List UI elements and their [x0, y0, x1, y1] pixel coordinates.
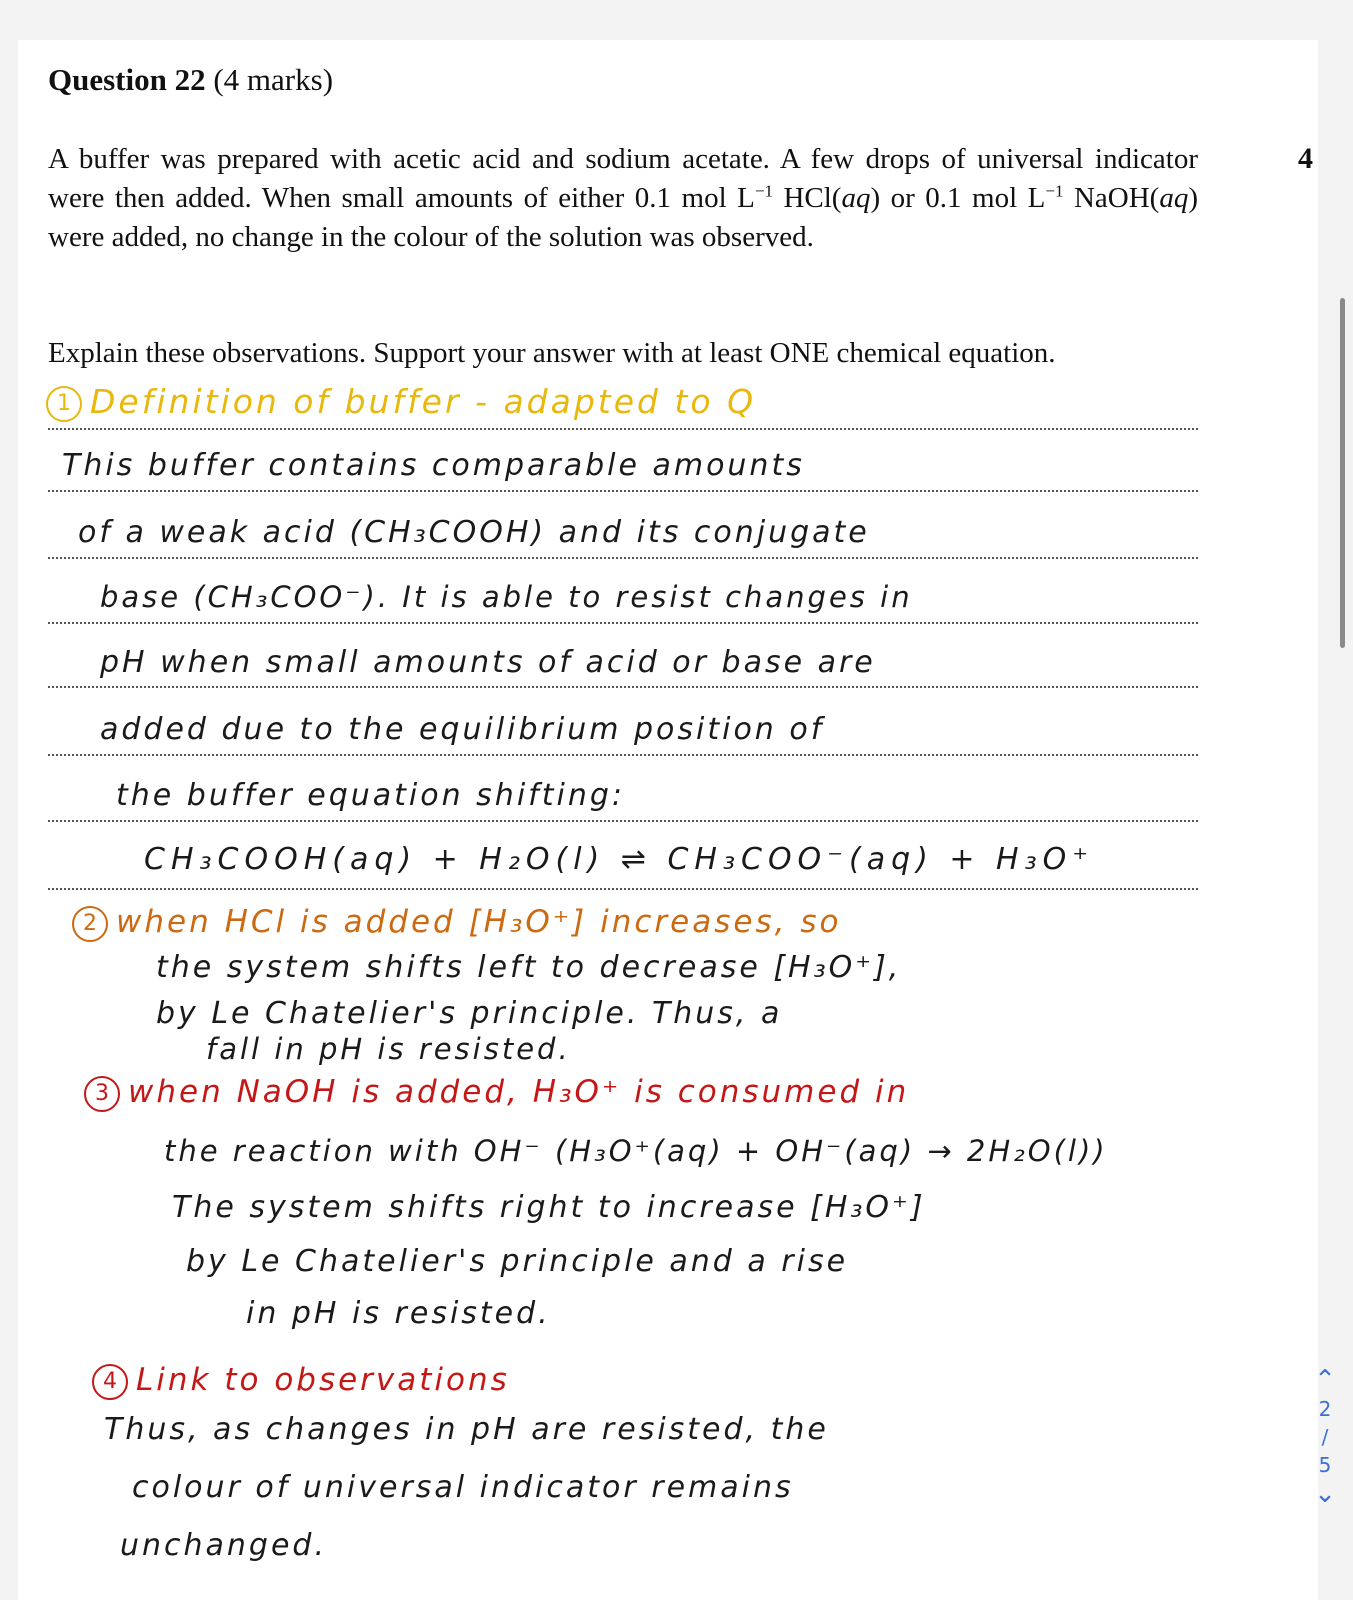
stem-part: HCl( [772, 182, 842, 214]
section-4-line: unchanged. [120, 1528, 328, 1563]
stem-part: ) were added, no change in the colour of the solution was observed. [48, 182, 1198, 253]
section-2-line: fall in pH is resisted. [206, 1032, 571, 1066]
answer-line [48, 820, 1198, 822]
side-marks: 4 [1298, 142, 1313, 175]
section-2-text: when HCl is added [H₃O⁺] increases, so [116, 904, 842, 940]
stem-part: NaOH( [1063, 182, 1160, 214]
stem-part: ) or 0.1 mol L [870, 182, 1046, 214]
answer-line [48, 490, 1198, 492]
question-marks: (4 marks) [213, 62, 334, 97]
answer-line-text: base (CH₃COO⁻). It is able to resist changes in [100, 580, 913, 614]
section-3-number: 3 [84, 1076, 120, 1112]
question-prompt: Explain these observations. Support your answer with at least ONE chemical equation. [48, 337, 1056, 369]
scrollbar[interactable] [1340, 298, 1345, 648]
answer-line-text: the buffer equation shifting: [116, 778, 625, 813]
chevron-down-icon[interactable]: ⌄ [1314, 1479, 1336, 1509]
section-1-heading-text: Definition of buffer - adapted to Q [90, 382, 757, 421]
answer-line-text: added due to the equilibrium position of [100, 712, 825, 747]
stem-aq: aq [1159, 182, 1189, 214]
answer-line [48, 754, 1198, 756]
answer-line-text: This buffer contains comparable amounts [62, 448, 805, 483]
section-2-line: by Le Chatelier's principle. Thus, a [156, 996, 783, 1031]
section-4-heading-text: Link to observations [136, 1362, 510, 1398]
section-3-line: in pH is resisted. [246, 1296, 551, 1331]
current-page: 2 [1318, 1397, 1332, 1421]
section-3-text: when NaOH is added, H₃O⁺ is consumed in [128, 1074, 910, 1110]
section-4-number: 4 [92, 1364, 128, 1400]
question-stem [48, 140, 1198, 257]
stem-exponent: −1 [754, 181, 773, 201]
section-3-line: by Le Chatelier's principle and a rise [186, 1244, 849, 1279]
buffer-equation: CH₃COOH(aq) + H₂O(l) ⇌ CH₃COO⁻(aq) + H₃O⁺ [144, 842, 1095, 877]
section-1-heading [46, 382, 756, 422]
section-4-line: Thus, as changes in pH are resisted, the [104, 1412, 829, 1447]
section-4-heading [92, 1362, 510, 1400]
answer-line [48, 557, 1198, 559]
answer-line-text: of a weak acid (CH₃COOH) and its conjugate [78, 515, 870, 550]
answer-line [48, 622, 1198, 624]
total-pages: 5 [1318, 1453, 1332, 1477]
answer-line [48, 686, 1198, 688]
chevron-up-icon[interactable]: ⌃ [1314, 1365, 1336, 1395]
section-3-line [84, 1074, 909, 1112]
answer-line [48, 888, 1198, 890]
question-title [48, 62, 333, 98]
section-2-number: 2 [72, 906, 108, 942]
answer-line-text: pH when small amounts of acid or base are [100, 645, 876, 680]
page-separator: / [1321, 1425, 1329, 1449]
page-navigator [1305, 1365, 1345, 1509]
stem-exponent: −1 [1045, 181, 1064, 201]
section-4-line: colour of universal indicator remains [132, 1470, 794, 1505]
question-number: Question 22 [48, 62, 206, 97]
stem-aq: aq [841, 182, 871, 214]
answer-line [48, 428, 1198, 430]
section-3-line: The system shifts right to increase [H₃O⁺] [172, 1190, 926, 1225]
stem-part: A buffer was prepared with acetic acid and sodium acetate. A few drops of universal indicator were then added. When small amounts of either 0.1 mol L [48, 143, 1198, 214]
section-3-line: the reaction with OH⁻ (H₃O⁺(aq) + OH⁻(aq) → 2H₂O(l)) [164, 1134, 1108, 1168]
section-2-line [72, 904, 841, 942]
section-2-line: the system shifts left to decrease [H₃O⁺], [156, 950, 902, 985]
section-1-number: 1 [46, 386, 82, 422]
